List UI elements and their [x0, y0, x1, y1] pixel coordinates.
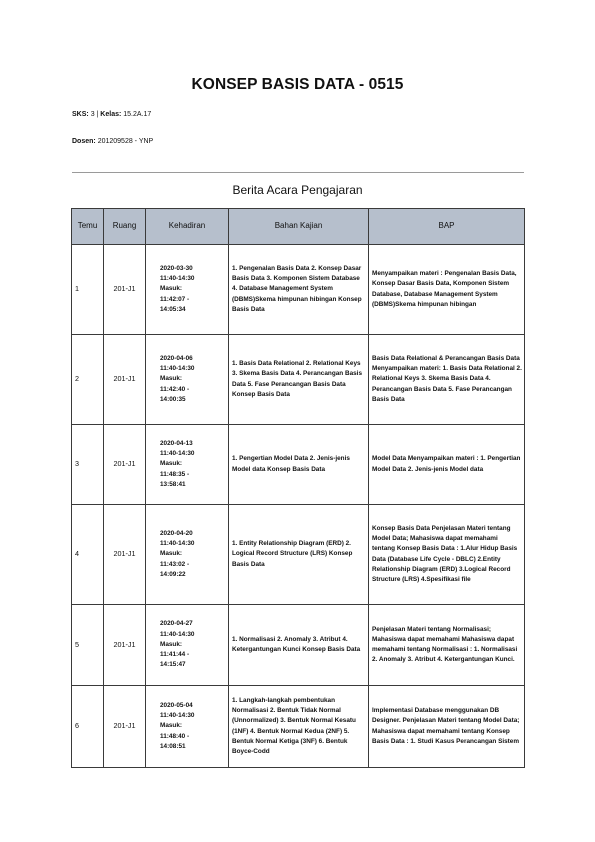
col-header-kehadiran: Kehadiran — [146, 209, 229, 245]
cell-ruang: 201-J1 — [104, 686, 146, 768]
cell-bahan-kajian: 1. Langkah-langkah pembentukan Normalisasi 2. Bentuk Tidak Normal (Unnormalized) 3. Bentuk Normal Kesatu (1NF) 4. Bentuk Normal Kedua (2NF) 5. Bentuk Normal Ketiga (3NF) 6. Bentuk Boyce-Codd — [229, 686, 369, 768]
checkout-line: 14:15:47 — [160, 661, 186, 669]
date-line: 2020-04-06 — [160, 354, 193, 362]
sks-value: 3 | — [90, 111, 101, 118]
lecturer-info — [72, 138, 153, 145]
cell-ruang: 201-J1 — [104, 605, 146, 686]
cell-ruang: 201-J1 — [104, 335, 146, 425]
checkin-line: 11:43:02 - — [160, 560, 190, 568]
cell-temu: 2 — [72, 335, 104, 425]
date-line: 2020-04-13 — [160, 439, 193, 447]
table-row — [72, 505, 525, 605]
checkin-line: 11:42:07 - — [160, 295, 190, 303]
kelas-value: 15.2A.17 — [123, 111, 152, 118]
cell-ruang: 201-J1 — [104, 245, 146, 335]
cell-kehadiran — [146, 505, 229, 605]
date-line: 2020-04-20 — [160, 529, 193, 537]
cell-kehadiran — [146, 425, 229, 505]
col-header-bap: BAP — [369, 209, 525, 245]
time-line: 11:40-14:30 — [160, 630, 195, 638]
cell-kehadiran — [146, 335, 229, 425]
time-line: 11:40-14:30 — [160, 365, 195, 373]
cell-bahan-kajian: 1. Normalisasi 2. Anomaly 3. Atribut 4. Ketergantungan Kunci Konsep Basis Data — [229, 605, 369, 686]
date-line: 2020-04-27 — [160, 620, 193, 628]
cell-bap: Penjelasan Materi tentang Normalisasi; Mahasiswa dapat memahami Mahasiswa dapat memahami tentang Normalisasi : 1. Normalisasi 2. Anomaly 3. Atribut 4. Ketergantungan Kunci. — [369, 605, 525, 686]
divider — [72, 172, 524, 173]
dosen-value: 201209528 - YNP — [97, 138, 154, 145]
cell-ruang: 201-J1 — [104, 505, 146, 605]
dosen-label: Dosen: — [72, 138, 96, 145]
time-line: 11:40-14:30 — [160, 712, 195, 720]
cell-kehadiran — [146, 605, 229, 686]
checkout-line: 14:05:34 — [160, 305, 186, 313]
cell-bahan-kajian: 1. Pengertian Model Data 2. Jenis-jenis Model data Konsep Basis Data — [229, 425, 369, 505]
cell-temu: 4 — [72, 505, 104, 605]
date-line: 2020-05-04 — [160, 701, 193, 709]
table-row — [72, 335, 525, 425]
checkin-line: 11:48:35 - — [160, 470, 190, 478]
masuk-line: Masuk: — [160, 640, 183, 648]
cell-bahan-kajian: 1. Entity Relationship Diagram (ERD) 2. Logical Record Structure (LRS) Konsep Basis Data — [229, 505, 369, 605]
col-header-ruang: Ruang — [104, 209, 146, 245]
cell-bap: Model Data Menyampaikan materi : 1. Pengertian Model Data 2. Jenis-jenis Model data — [369, 425, 525, 505]
section-title: Berita Acara Pengajaran — [232, 183, 363, 197]
masuk-line: Masuk: — [160, 550, 183, 558]
time-line: 11:40-14:30 — [160, 540, 195, 548]
page-title: KONSEP BASIS DATA - 0515 — [191, 76, 404, 93]
cell-bahan-kajian: 1. Basis Data Relational 2. Relational Keys 3. Skema Basis Data 4. Perancangan Basis Data 5. Fase Perancangan Basis Data Konsep Basis Data — [229, 335, 369, 425]
checkin-line: 11:41:44 - — [160, 651, 190, 659]
cell-bap: Basis Data Relational & Perancangan Basis Data Menyampaikan materi: 1. Basis Data Relational 2. Relational Keys 3. Skema Basis Data 4. Perancangan Basis Data 5. Fase Perancangan Basis Data — [369, 335, 525, 425]
checkin-line: 11:48:40 - — [160, 732, 190, 740]
table-header-row — [72, 209, 525, 245]
sks-label: SKS: — [72, 111, 89, 118]
cell-bap: Menyampaikan materi : Pengenalan Basis Data, Konsep Dasar Basis Data, Komponen Sistem Database, Database Management System (DBMS)Skema himpunan hibingan — [369, 245, 525, 335]
table-row — [72, 425, 525, 505]
cell-temu: 6 — [72, 686, 104, 768]
table-row — [72, 245, 525, 335]
checkout-line: 14:00:35 — [160, 395, 186, 403]
cell-bap: Konsep Basis Data Penjelasan Materi tentang Model Data; Mahasiswa dapat memahami tentang Konsep Basis Data : 1.Alur Hidup Basis Data (Database Life Cycle - DBLC) 2.Entity Relationship Diagram (ERD) 3.Logical Record Structure (LRS) 4.Spesifikasi file — [369, 505, 525, 605]
date-line: 2020-03-30 — [160, 264, 193, 272]
course-info — [72, 111, 151, 118]
kelas-label: Kelas: — [100, 111, 122, 118]
cell-bap: Implementasi Database menggunakan DB Designer. Penjelasan Materi tentang Model Data; Mahasiswa dapat memahami tentang Konsep Basis Data : 1. Studi Kasus Perancangan Sistem — [369, 686, 525, 768]
masuk-line: Masuk: — [160, 375, 183, 383]
cell-temu: 3 — [72, 425, 104, 505]
masuk-line: Masuk: — [160, 285, 183, 293]
checkout-line: 13:58:41 — [160, 480, 186, 488]
checkout-line: 14:09:22 — [160, 570, 186, 578]
table-row — [72, 686, 525, 768]
cell-temu: 1 — [72, 245, 104, 335]
cell-kehadiran — [146, 245, 229, 335]
cell-bahan-kajian: 1. Pengenalan Basis Data 2. Konsep Dasar Basis Data 3. Komponen Sistem Database 4. Database Management System (DBMS)Skema himpunan hibingan Konsep Basis Data — [229, 245, 369, 335]
table-row — [72, 605, 525, 686]
time-line: 11:40-14:30 — [160, 275, 195, 283]
checkin-line: 11:42:40 - — [160, 385, 190, 393]
cell-ruang: 201-J1 — [104, 425, 146, 505]
col-header-temu: Temu — [72, 209, 104, 245]
time-line: 11:40-14:30 — [160, 450, 195, 458]
cell-kehadiran — [146, 686, 229, 768]
checkout-line: 14:08:51 — [160, 742, 186, 750]
masuk-line: Masuk: — [160, 460, 183, 468]
col-header-bahan-kajian: Bahan Kajian — [229, 209, 369, 245]
cell-temu: 5 — [72, 605, 104, 686]
masuk-line: Masuk: — [160, 722, 183, 730]
attendance-table — [71, 208, 525, 768]
